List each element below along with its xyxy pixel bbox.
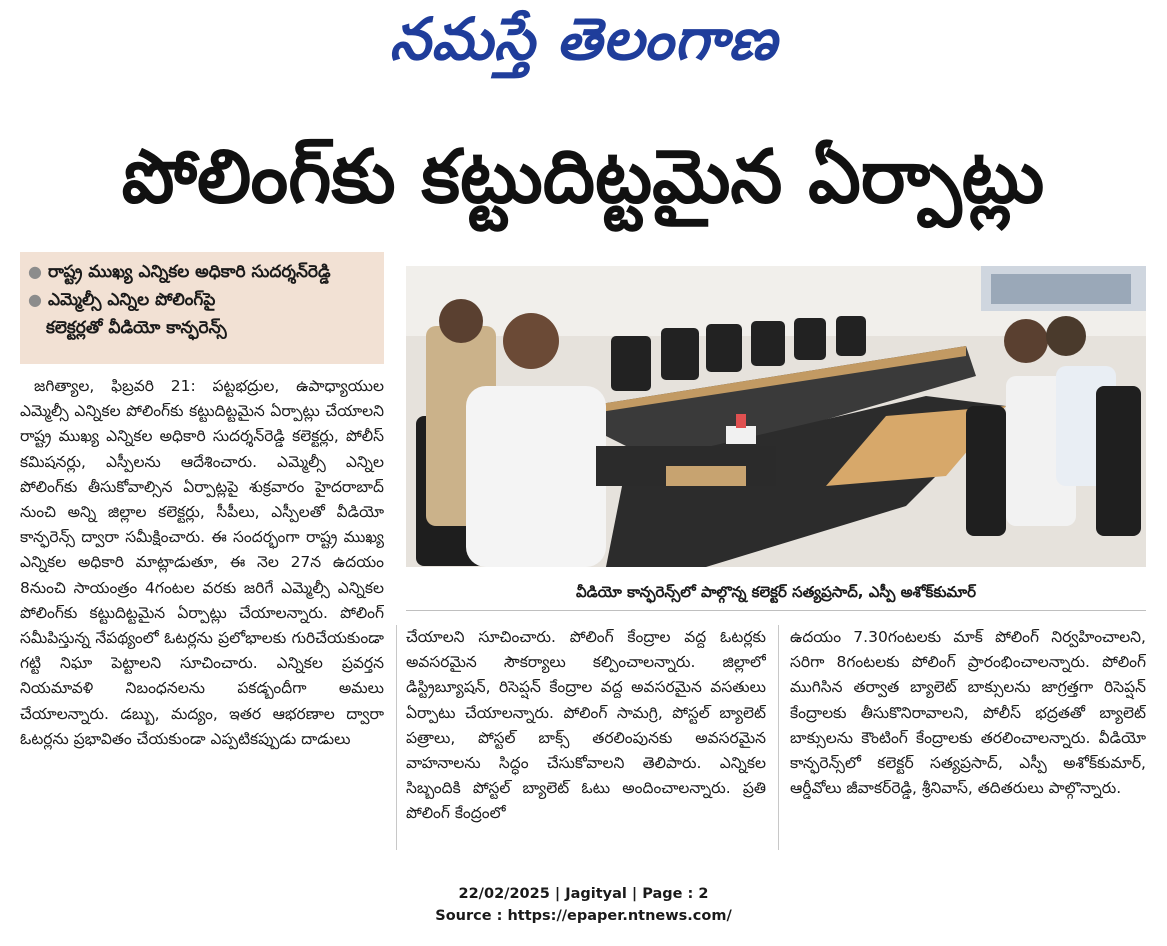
article-column-3: ఉదయం 7.30గంటలకు మాక్ పోలింగ్ నిర్వహించాలని, సరిగా 8గంటలకు పోలింగ్ ప్రారంభించాలన్నారు. పోలింగ్ ముగిసిన తర్వాత బ్యాలెట్ బాక్సులను జాగ్రత్తగా రిసెప్షన్ కేంద్రాలకు తీసుకొనిరావాలని, పోలీస్ భద్రతతో బ్యాలెట్ బాక్సులను కౌంటింగ్ కేంద్రాలకు తరలించాలన్నారు. వీడియో కాన్ఫరెన్స్‌లో కలెక్టర్ సత్యప్రసాద్, ఎస్పీ అశోక్‌కుమార్, ఆర్డీవోలు జీవాకర్‌రెడ్డి, శ్రీనివాస్, తదితరులు పాల్గొన్నారు. <box>790 628 1146 798</box>
article-photo <box>406 266 1146 567</box>
column-divider <box>396 625 397 850</box>
bullet-icon: ● <box>28 290 42 309</box>
highlight-text: ఎమ్మెల్సీ ఎన్నిల పోలింగ్‌పై <box>47 290 216 310</box>
highlight-text: రాష్ట్ర ముఖ్య ఎన్నికల అధికారి సుదర్శన్‌రెడ్డి <box>47 262 331 282</box>
conference-room-photo <box>406 266 1146 567</box>
article-column-1: జగిత్యాల, ఫిబ్రవరి 21: పట్టభద్రుల, ఉపాధ్యాయుల ఎమ్మెల్సీ ఎన్నికల పోలింగ్‌కు కట్టుదిట్టమైన ఏర్పాట్లు చేయాలని రాష్ట్ర ముఖ్య ఎన్నికల అధికారి సుదర్శన్‌రెడ్డి కలెక్టర్లు, పోలీస్ కమిషనర్లు, ఎస్పీలను ఆదేశించారు. ఎమ్మెల్సీ ఎన్నిల పోలింగ్‌కు తీసుకోవాల్సిన ఏర్పాట్లపై శుక్రవారం హైదరాబాద్ నుంచి అన్ని జిల్లాల కలెక్టర్లు, సీపీలు, ఎస్పీలతో వీడియో కాన్ఫరెన్స్ ద్వారా సమీక్షించారు. ఈ సందర్భంగా రాష్ట్ర ముఖ్య ఎన్నికల అధికారి మాట్లాడుతూ, ఈ నెల 27న ఉదయం 8నుంచి సాయంత్రం 4గంటల వరకు జరిగే ఎమ్మెల్సీ ఎన్నికల పోలింగ్‌కు కట్టుదిట్టమైన ఏర్పాట్లు చేయాలన్నారు. పోలింగ్ సమీపిస్తున్న నేపథ్యంలో ఓటర్లను ప్రలోభాలకు గురిచేయకుండా గట్టి నిఘా పెట్టాలని సూచించారు. ఎన్నికల ప్రవర్తన నియమావళి నిబంధనలను పకడ్బందీగా అమలు చేయాలన్నారు. డబ్బు, మద్యం, ఇతర ఆభరణాల ద్వారా ఓటర్లను ప్రభావితం చేయకుండా ఎప్పటికప్పుడు దాడులు <box>20 377 384 748</box>
photo-caption: వీడియో కాన్ఫరెన్స్‌లో పాల్గొన్న కలెక్టర్ సత్యప్రసాద్, ఎస్పీ అశోక్‌కుమార్ <box>406 574 1146 611</box>
highlights-box <box>20 252 384 364</box>
highlight-item <box>28 258 376 286</box>
column-divider <box>778 625 779 850</box>
masthead-logo: నమస్తే తెలంగాణ <box>389 5 778 73</box>
bullet-icon: ● <box>28 262 42 281</box>
article-headline: పోలింగ్‌కు కట్టుదిట్టమైన ఏర్పాట్లు <box>121 134 1045 220</box>
highlight-item <box>28 286 376 314</box>
footer-date-edition: 22/02/2025 | Jagityal | Page : 2 <box>458 886 709 902</box>
article-column-2: చేయాలని సూచించారు. పోలింగ్ కేంద్రాల వద్ద ఓటర్లకు అవసరమైన సౌకర్యాలు కల్పించాలన్నారు. జిల్లాలో డిస్ట్రిబ్యూషన్, రిసెప్షన్ కేంద్రాల వద్ద అవసరమైన వసతులు ఏర్పాటు చేయాలన్నారు. పోలింగ్ సామగ్రి, పోస్టల్ బ్యాలెట్ పత్రాలు, పోస్టల్ బాక్స్ తరలింపునకు అవసరమైన వాహనాలను సిద్ధం చేసుకోవాలని తెలిపారు. ఎన్నికల సిబ్బందికి పోస్టల్ బ్యాలెట్ ఓటు అందించాలన్నారు. ప్రతి పోలింగ్ కేంద్రంలో <box>406 628 766 823</box>
footer-source: Source : https://epaper.ntnews.com/ <box>435 908 732 924</box>
highlight-text: కలెక్టర్లతో వీడియో కాన్ఫరెన్స్ <box>46 318 227 338</box>
highlight-item-continued <box>28 314 376 342</box>
